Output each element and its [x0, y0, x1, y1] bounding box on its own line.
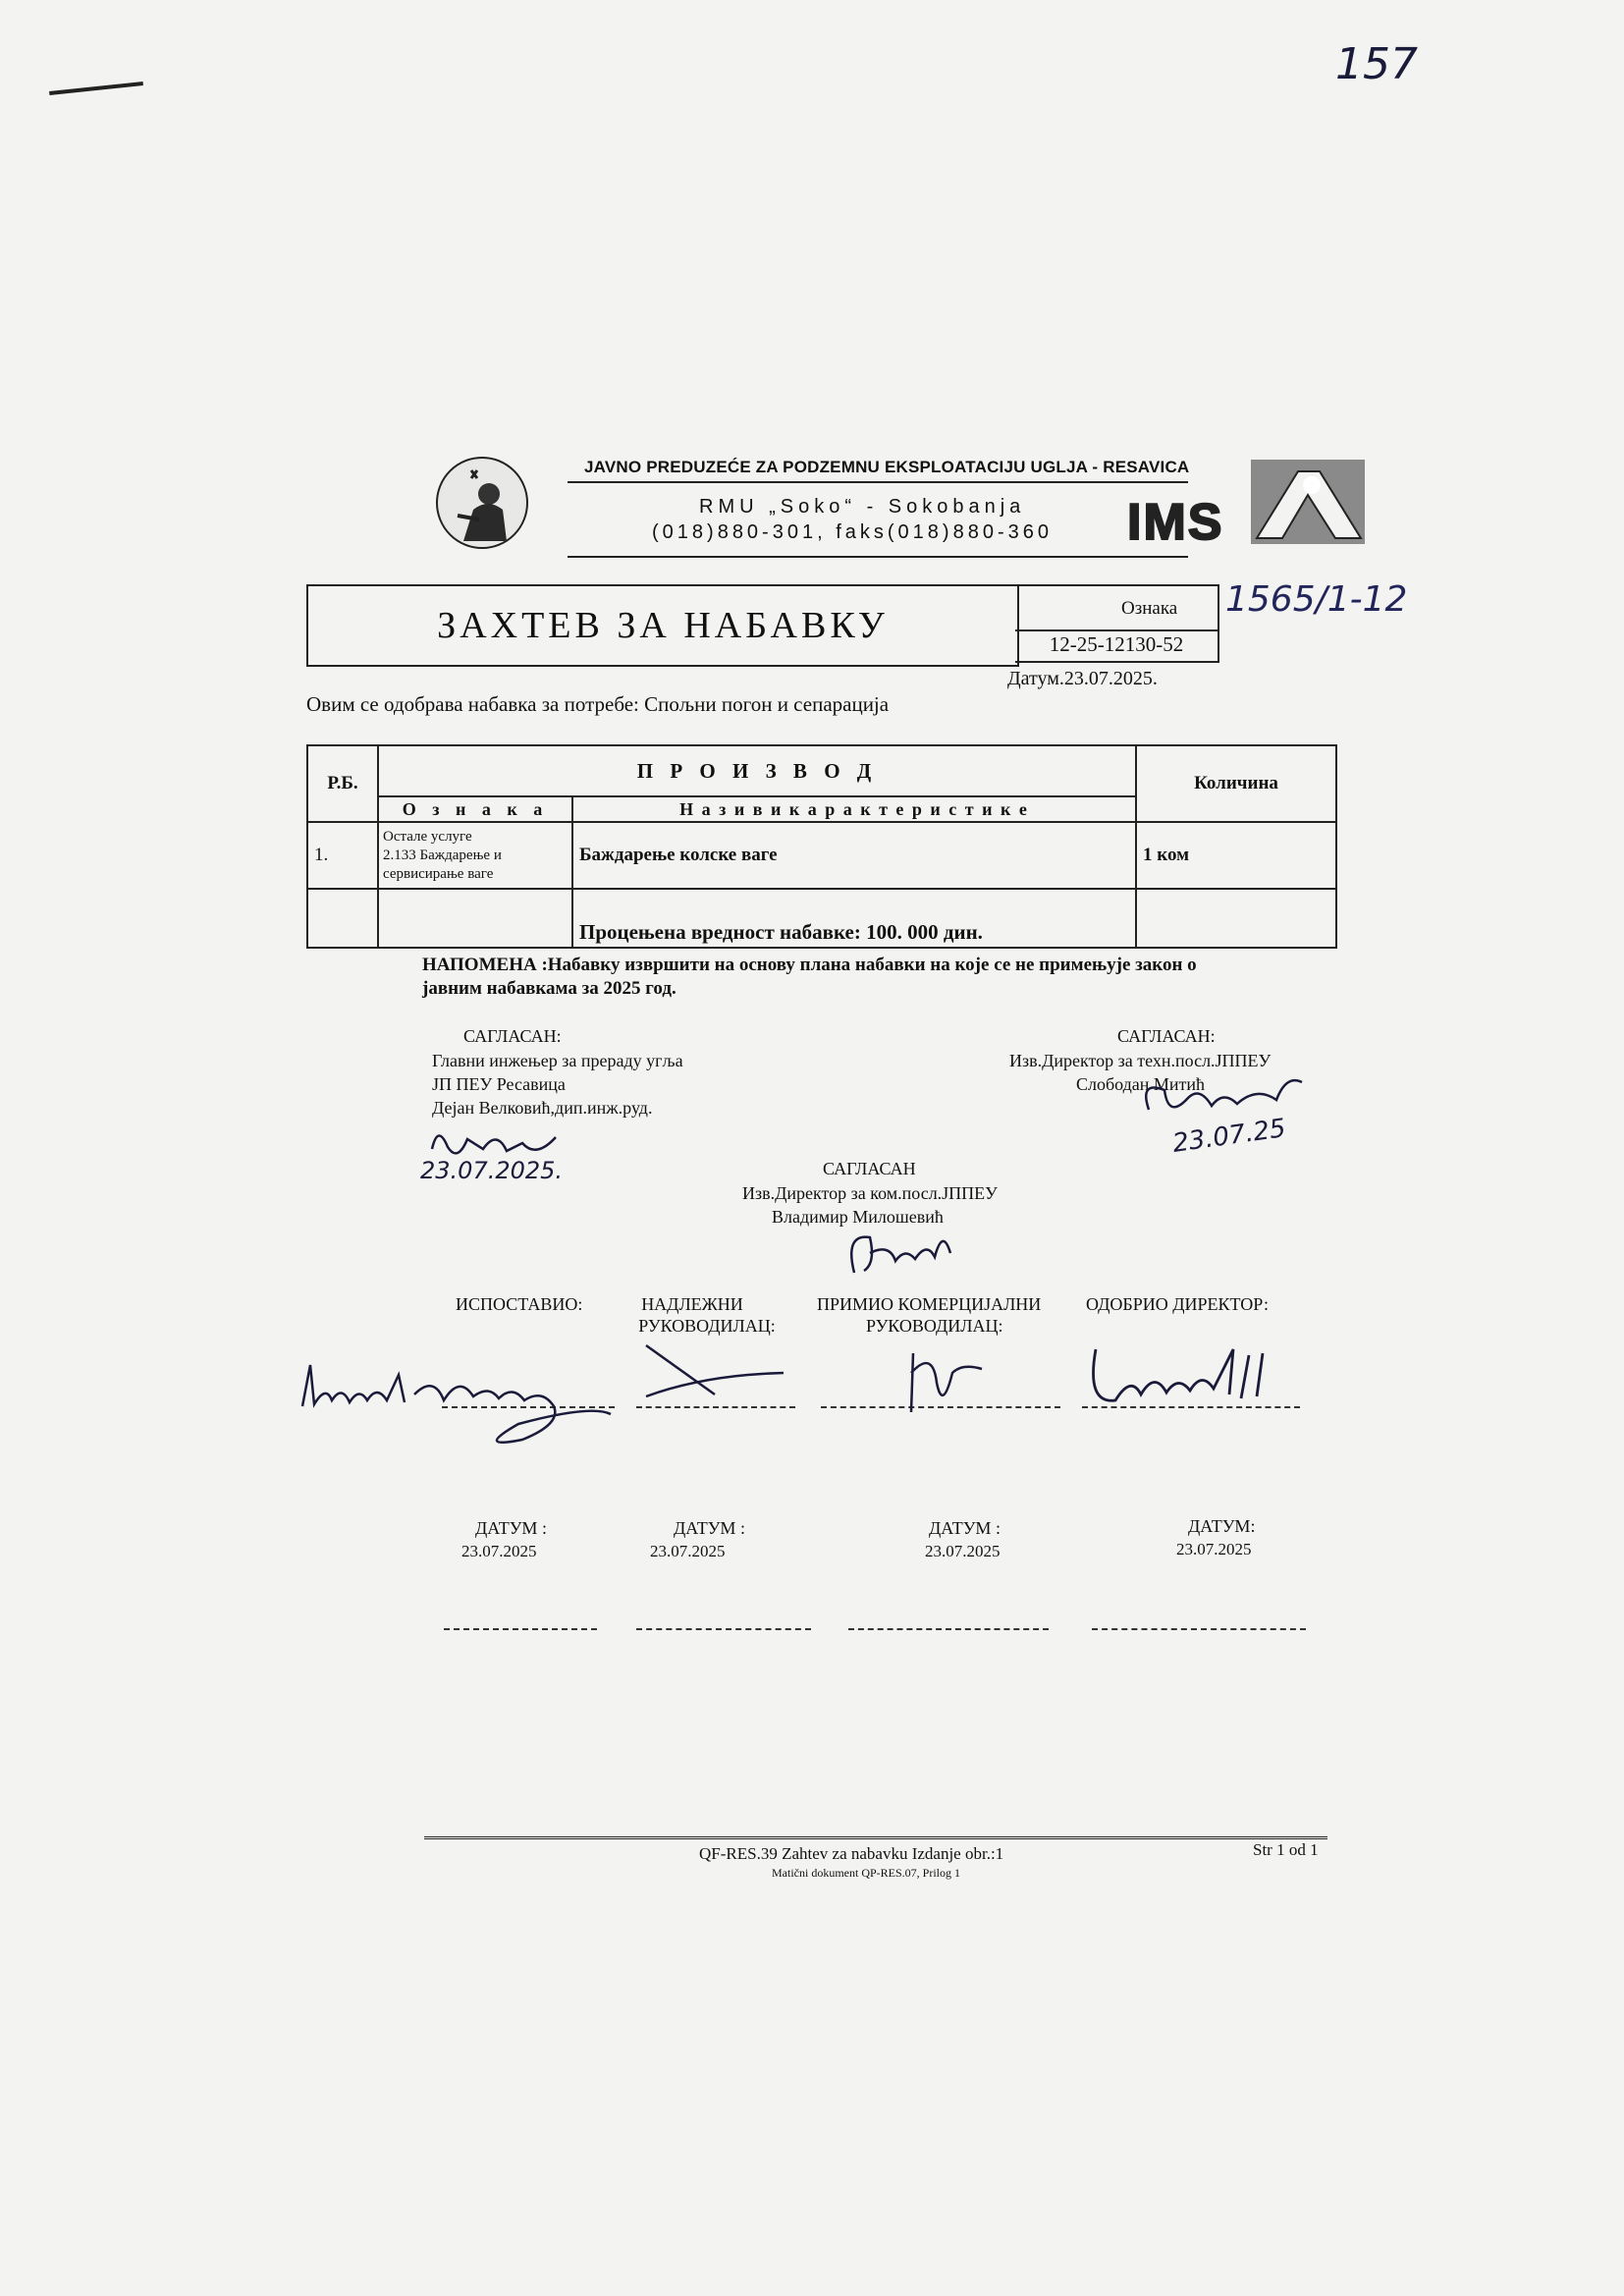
oznaka-label: Ознака	[1121, 598, 1178, 619]
signature-center	[840, 1224, 968, 1287]
date-label-1: ДАТУМ :	[475, 1518, 547, 1538]
intro-text: Овим се одобрава набавка за потребе: Спољни погон и сепарација	[306, 692, 890, 716]
row-naziv: Баждарење колске ваге	[572, 822, 1136, 889]
oznaka-box	[1015, 584, 1219, 631]
header-rule-bottom	[568, 556, 1188, 558]
title-box	[306, 584, 1019, 667]
approval-left-line1: Главни инжењер за прераду угља	[432, 1051, 683, 1070]
approval-left-label: САГЛАСАН:	[463, 1026, 562, 1046]
qty-header: Количина	[1136, 745, 1336, 822]
approval-right-line2: Слободан Митић	[1076, 1074, 1206, 1094]
header-rule-top	[568, 481, 1188, 483]
row-oznaka-line1: Остале услуге	[383, 828, 472, 845]
date-line-1	[444, 1628, 597, 1630]
pen-mark	[49, 82, 143, 95]
signature-received	[893, 1343, 1001, 1427]
footer-form: QF-RES.39 Zahtev za nabavku Izdanje obr.:1	[699, 1844, 1004, 1863]
product-header: П Р О И З В О Д	[378, 745, 1136, 796]
ims-logo-text: IMS	[1127, 494, 1224, 551]
approval-right-line1: Изв.Директор за техн.посл.ЈППЕУ	[1009, 1051, 1272, 1070]
request-code: 12-25-12130-52	[1049, 632, 1184, 656]
role-manager-1: НАДЛЕЖНИ	[641, 1294, 743, 1314]
date-label-3: ДАТУМ :	[929, 1518, 1001, 1538]
request-date: Датум.23.07.2025.	[1007, 668, 1158, 689]
mine-name: RMU „Soko“ - Sokobanja	[699, 496, 1026, 518]
role-approved: ОДОБРИО ДИРЕКТОР:	[1086, 1294, 1269, 1314]
date-line-2	[636, 1628, 811, 1630]
footer-matrix: Matični dokument QP-RES.07, Prilog 1	[772, 1866, 960, 1880]
note-line2: јавним набавкама за 2025 год.	[422, 978, 677, 999]
approval-left-line3: Дејан Велковић,дип.инж.руд.	[432, 1098, 653, 1118]
form-title: ЗАХТЕВ ЗА НАБАВКУ	[437, 605, 889, 646]
naziv-header: Н а з и в и к а р а к т е р и с т и к е	[572, 796, 1136, 822]
row-oznaka-line2: 2.133 Баждарење и	[383, 847, 502, 863]
role-received-2: РУКОВОДИЛАЦ:	[866, 1316, 1003, 1336]
ims-logo-emblem	[1251, 460, 1365, 549]
signature-manager	[636, 1336, 793, 1409]
signature-director	[1076, 1336, 1292, 1419]
approval-center-line1: Изв.Директор за ком.посл.ЈППЕУ	[742, 1183, 998, 1203]
row-oznaka	[378, 822, 572, 889]
miner-seal-logo	[434, 455, 530, 556]
date-value-4: 23.07.2025	[1176, 1540, 1252, 1558]
signature-issued	[297, 1345, 650, 1458]
approval-left-line2: ЈП ПЕУ Ресавица	[432, 1074, 566, 1094]
estimate-value: Процењена вредност набавке: 100. 000 дин.	[572, 889, 1136, 948]
approval-left-date: 23.07.2025.	[420, 1157, 564, 1184]
oznaka-handwritten: 1565/1-12	[1225, 579, 1408, 620]
row-rb: 1.	[307, 822, 378, 889]
role-manager-2: РУКОВОДИЛАЦ:	[638, 1316, 776, 1336]
phone-fax: (018)880-301, faks(018)880-360	[652, 521, 1053, 543]
estimate-empty-2	[378, 889, 572, 948]
items-table	[306, 744, 1337, 949]
approval-center-line2: Владимир Милошевић	[772, 1207, 944, 1227]
date-line-3	[848, 1628, 1049, 1630]
table-row	[307, 822, 1336, 889]
date-value-1: 23.07.2025	[461, 1542, 537, 1560]
approval-right-date: 23.07.25	[1170, 1114, 1288, 1159]
row-oznaka-line3: сервисирање ваге	[383, 865, 494, 882]
date-value-2: 23.07.2025	[650, 1542, 726, 1560]
date-value-3: 23.07.2025	[925, 1542, 1001, 1560]
approval-right-label: САГЛАСАН:	[1117, 1026, 1216, 1046]
row-kolicina: 1 ком	[1136, 822, 1336, 889]
date-line-4	[1092, 1628, 1306, 1630]
code-box	[1015, 628, 1219, 663]
note-line1: НАПОМЕНА :Набавку извршити на основу плана набавки на које се не примењује закон о	[422, 955, 1197, 975]
estimate-row	[307, 889, 1336, 948]
approval-center-label: САГЛАСАН	[823, 1159, 916, 1178]
page-number: 157	[1335, 39, 1418, 89]
footer-rule	[424, 1836, 1327, 1839]
rb-header: Р.Б.	[307, 745, 378, 822]
date-label-2: ДАТУМ :	[674, 1518, 745, 1538]
footer-page: Str 1 od 1	[1253, 1840, 1319, 1859]
company-name: JAVNO PREDUZEĆE ZA PODZEMNU EKSPLOATACIJU UGLJA - RESAVICA	[584, 458, 1190, 476]
estimate-empty-1	[307, 889, 378, 948]
role-received-1: ПРИМИО КОМЕРЦИЈАЛНИ	[817, 1294, 1042, 1314]
date-label-4: ДАТУМ:	[1188, 1516, 1256, 1536]
estimate-empty-3	[1136, 889, 1336, 948]
role-issued: ИСПОСТАВИО:	[456, 1294, 583, 1314]
oznaka-header: О з н а к а	[378, 796, 572, 822]
